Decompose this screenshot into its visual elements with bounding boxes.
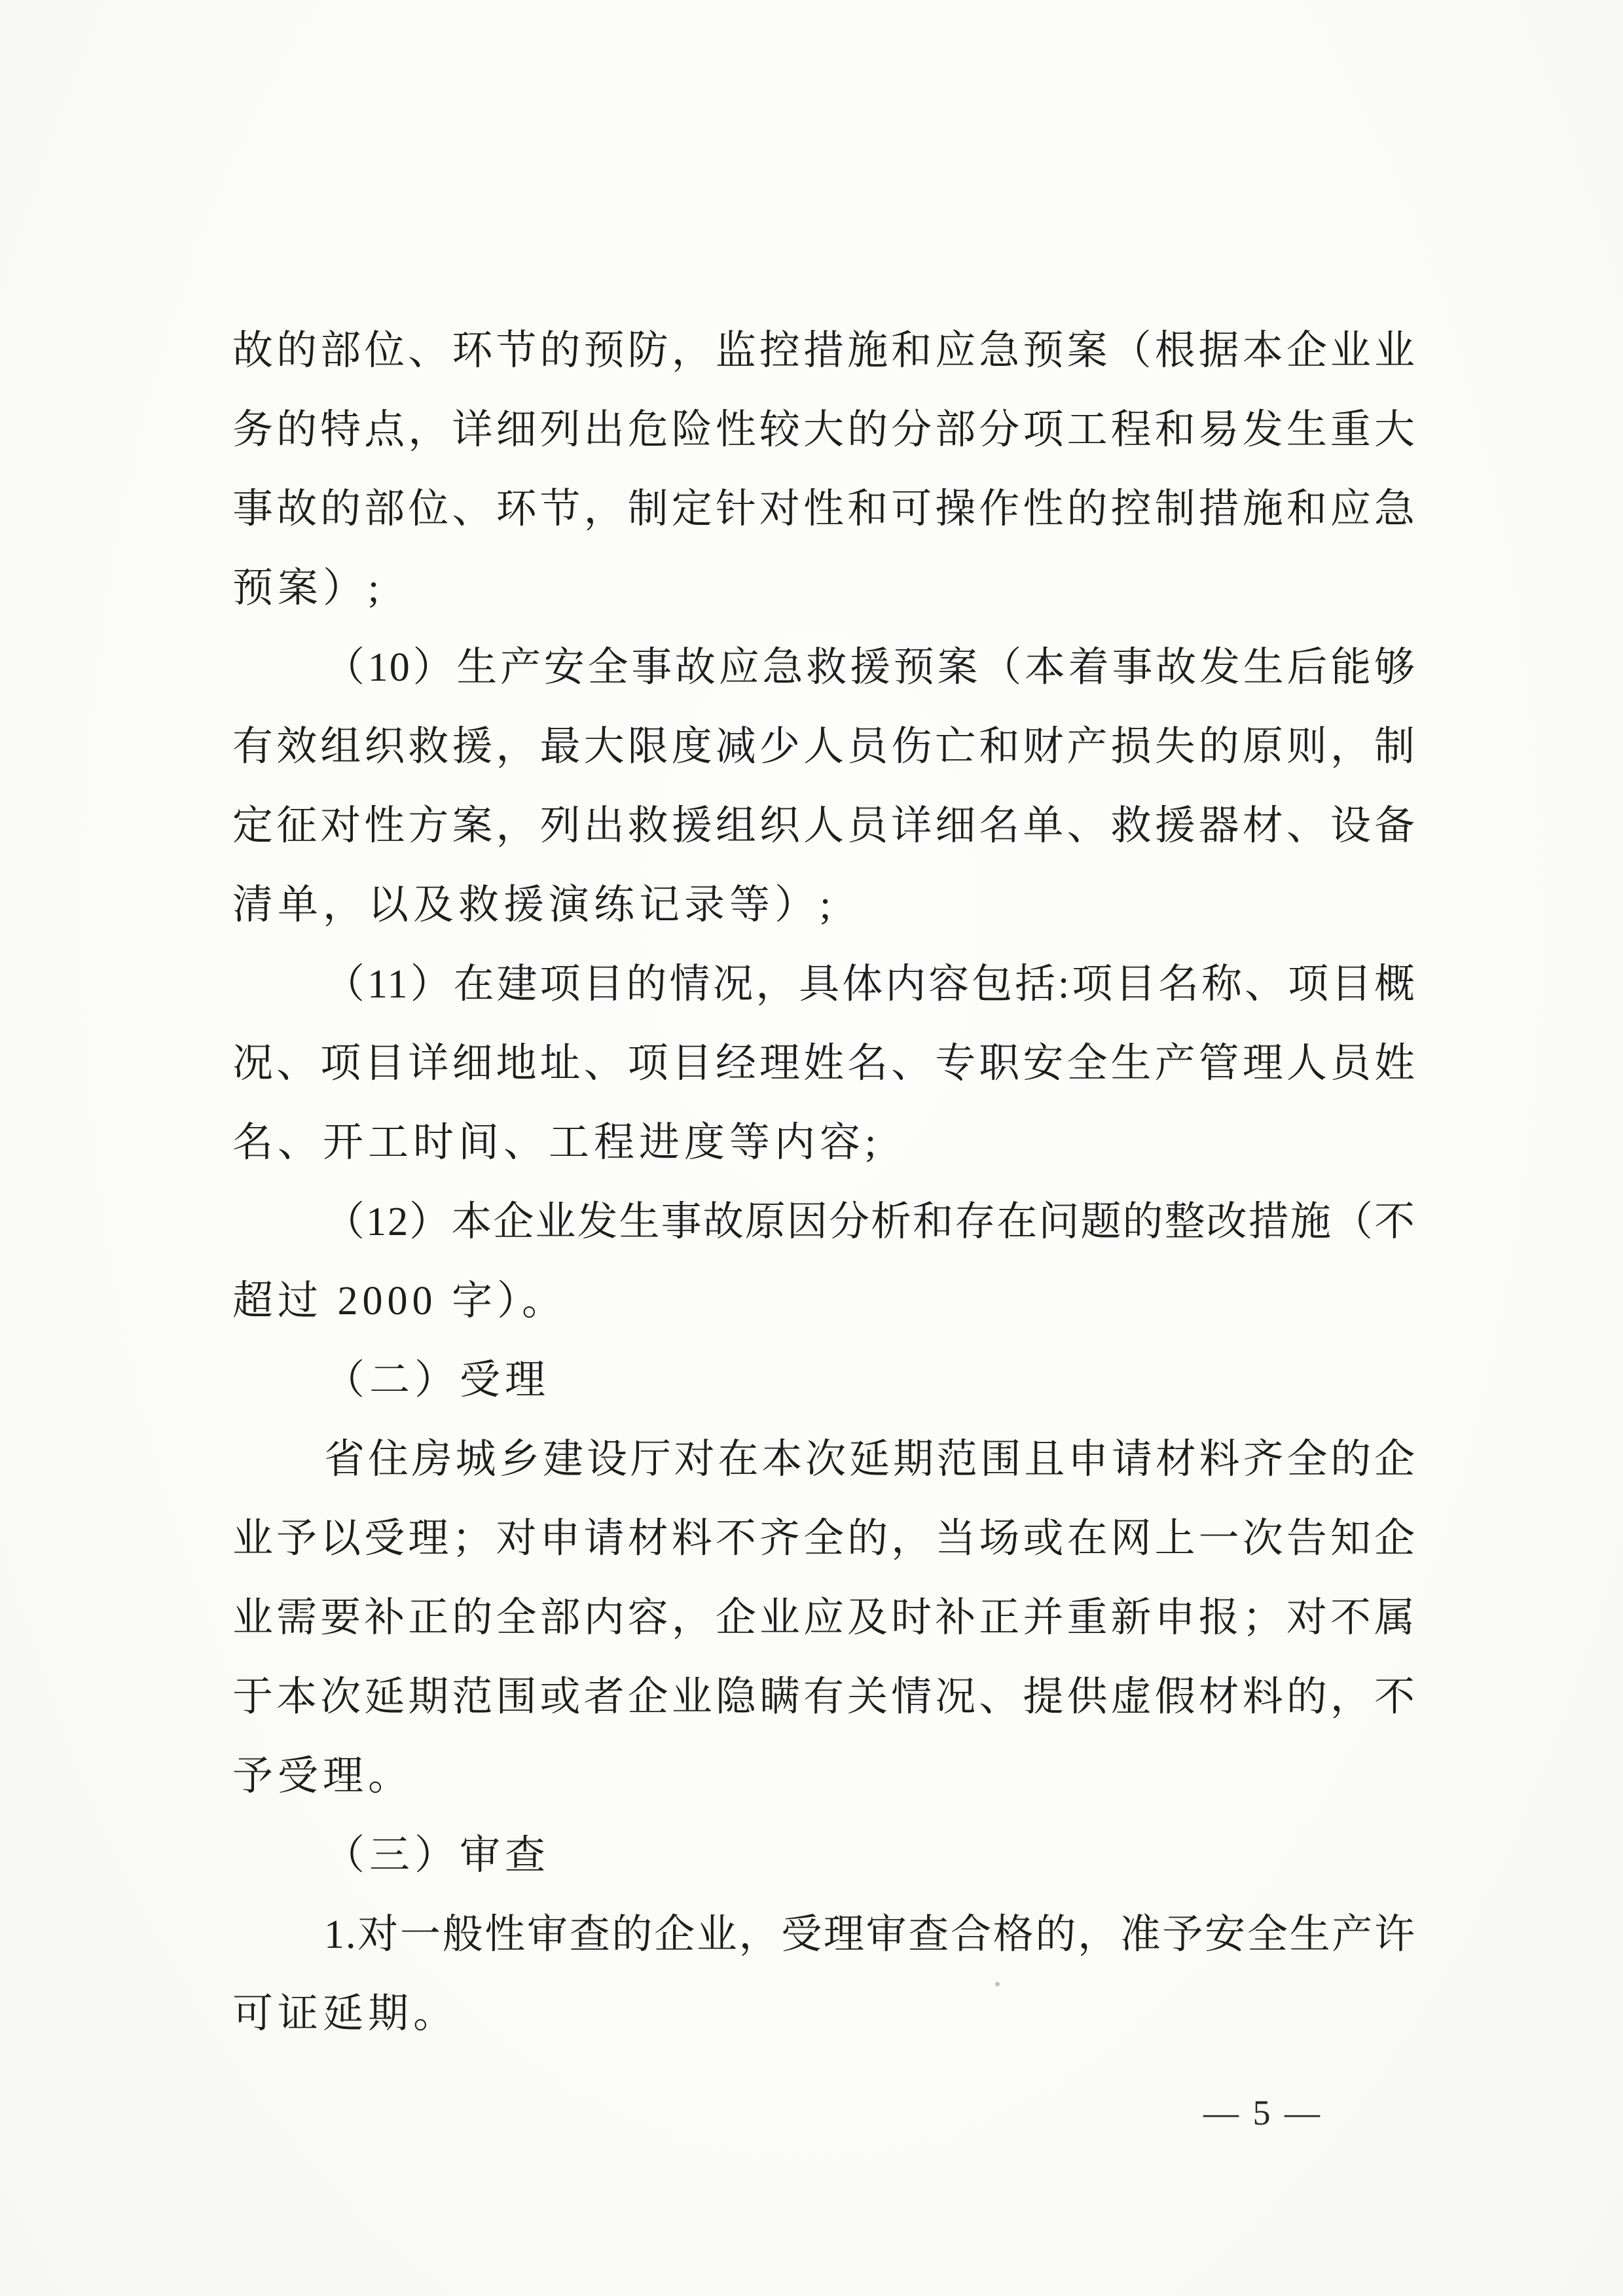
text-line: 清单，以及救援演练记录等）; <box>232 883 836 927</box>
text-line: 事故的部位、环节，制定针对性和可操作性的控制措施和应急 <box>232 487 1416 531</box>
text-line: 名、开工时间、工程进度等内容; <box>232 1121 881 1165</box>
text-line: 于本次延期范围或者企业隐瞒有关情况、提供虚假材料的，不 <box>232 1675 1416 1719</box>
body-text <box>232 312 1416 2054</box>
text-line: （10）生产安全事故应急救援预案（本着事故发生后能够 <box>324 645 1416 690</box>
text-line: 1.对一般性审查的企业，受理审查合格的，准予安全生产许 <box>324 1912 1416 1957</box>
text-line: 务的特点，详细列出危险性较大的分部分项工程和易发生重大 <box>232 408 1416 452</box>
text-line: （11）在建项目的情况，具体内容包括:项目名称、项目概 <box>324 962 1416 1007</box>
text-line: 故的部位、环节的预防，监控措施和应急预案（根据本企业业 <box>232 329 1416 373</box>
text-line: 业需要补正的全部内容，企业应及时补正并重新申报；对不属 <box>232 1596 1416 1640</box>
text-line: 定征对性方案，列出救援组织人员详细名单、救援器材、设备 <box>232 804 1416 848</box>
text-line: 可证延期。 <box>232 1992 459 2036</box>
text-line: （12）本企业发生事故原因分析和存在问题的整改措施（不 <box>324 1200 1416 1244</box>
section-heading: （三）审查 <box>324 1833 551 1878</box>
page-number: — 5 — <box>1203 2093 1322 2132</box>
text-line: 超过 2000 字）。 <box>232 1279 568 1323</box>
text-line: 预案）; <box>232 566 384 611</box>
text-line: 况、项目详细地址、项目经理姓名、专职安全生产管理人员姓 <box>232 1041 1416 1086</box>
text-line: 业予以受理；对申请材料不齐全的，当场或在网上一次告知企 <box>232 1516 1416 1561</box>
scan-artifact-dot <box>995 1982 1000 1986</box>
text-line: 予受理。 <box>232 1754 414 1799</box>
text-line: 有效组织救援，最大限度减少人员伤亡和财产损失的原则，制 <box>232 725 1416 769</box>
section-heading: （二）受理 <box>324 1358 551 1403</box>
text-line: 省住房城乡建设厅对在本次延期范围且申请材料齐全的企 <box>324 1437 1416 1482</box>
